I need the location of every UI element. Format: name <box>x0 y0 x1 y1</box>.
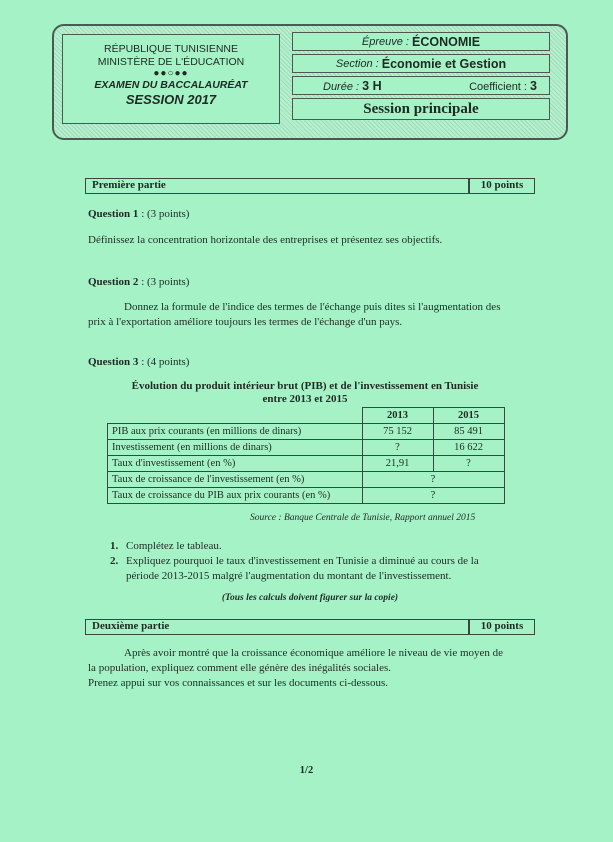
part2-points: 10 points <box>468 620 534 634</box>
data-table <box>107 407 505 504</box>
table-corner <box>108 408 363 424</box>
session-year: SESSION 2017 <box>125 91 217 107</box>
row-label: Taux d'investissement (en %) <box>108 456 363 472</box>
row-label: Taux de croissance du PIB aux prix courants (en %) <box>108 488 363 504</box>
duree-label: Durée : <box>323 80 360 93</box>
header-exam-info <box>292 32 550 123</box>
q2-label: Question 2 <box>88 276 139 288</box>
row-label: PIB aux prix courants (en millions de dinars) <box>108 424 363 440</box>
question2-line2: prix à l'exportation améliore toujours les termes de l'échange d'un pays. <box>88 316 403 328</box>
list-item <box>110 539 520 554</box>
calc-note: (Tous les calculs doivent figurer sur la copie) <box>221 593 399 603</box>
table-header-row <box>108 408 505 424</box>
section-label: Section : <box>335 57 379 70</box>
part2-line3: Prenez appui sur vos connaissances et sur les documents ci-dessous. <box>88 677 388 689</box>
epreuve-label: Épreuve : <box>361 35 409 48</box>
list-item <box>110 554 520 569</box>
epreuve-value: ÉCONOMIE <box>412 34 481 49</box>
question1-heading <box>88 207 189 222</box>
item-number: 1. <box>110 540 119 552</box>
cell-2015: 16 622 <box>433 440 504 456</box>
cell-2013: 75 152 <box>362 424 433 440</box>
table-row <box>108 488 505 504</box>
q1-label: Question 1 <box>88 208 139 220</box>
row-label: Investissement (en millions de dinars) <box>108 440 363 456</box>
item-text: Complétez le tableau. <box>126 540 222 552</box>
table-row <box>108 472 505 488</box>
table-source: Source : Banque Centrale de Tunisie, Rapport annuel 2015 <box>250 513 476 523</box>
part2-title: Deuxième partie <box>92 620 170 632</box>
question2-line1: Donnez la formule de l'indice des termes de l'échange puis dites si l'augmentation des <box>124 301 501 313</box>
table-row <box>108 456 505 472</box>
cell-merged: ? <box>362 472 504 488</box>
list-item-continuation <box>110 569 520 584</box>
table-title-line2: entre 2013 et 2015 <box>262 393 348 405</box>
col-2015: 2015 <box>433 408 504 424</box>
session-type: Session principale <box>292 98 550 120</box>
item-number: 2. <box>110 555 119 567</box>
section-value: Économie et Gestion <box>381 56 507 71</box>
question3-heading <box>88 355 189 370</box>
item-text: période 2013-2015 malgré l'augmentation du montant de l'investissement. <box>126 570 452 582</box>
q3-points: : (4 points) <box>138 356 190 368</box>
table-title <box>100 380 510 406</box>
q1-points: : (3 points) <box>138 208 190 220</box>
row-label: Taux de croissance de l'investissement (en %) <box>108 472 363 488</box>
question1-text: Définissez la concentration horizontale des entreprises et présentez ses objectifs. <box>88 234 443 246</box>
q2-points: : (3 points) <box>138 276 190 288</box>
page-number: 1/2 <box>299 765 314 776</box>
header-institution-box <box>62 34 280 124</box>
section-row <box>292 54 550 73</box>
cell-2015: ? <box>433 456 504 472</box>
col-2013: 2013 <box>362 408 433 424</box>
item-text: Expliquez pourquoi le taux d'investissement en Tunisie a diminué au cours de la <box>126 555 479 567</box>
question2-heading <box>88 275 189 290</box>
coef-label: Coefficient : <box>469 80 527 93</box>
duree-value: 3 H <box>362 78 382 93</box>
part1-title: Première partie <box>92 179 166 191</box>
decorative-dots: ●●○●● <box>153 68 189 79</box>
cell-merged: ? <box>362 488 504 504</box>
table-row <box>108 440 505 456</box>
part1-points: 10 points <box>468 179 534 193</box>
part2-bar <box>85 619 535 635</box>
cell-2013: ? <box>362 440 433 456</box>
duration-coef-row <box>292 76 550 95</box>
table-title-line1: Évolution du produit intérieur brut (PIB) et de l'investissement en Tunisie <box>131 380 479 392</box>
part1-bar <box>85 178 535 194</box>
part2-line2: la population, expliquez comment elle génère des inégalités sociales. <box>88 662 392 674</box>
epreuve-row <box>292 32 550 51</box>
instruction-list <box>110 539 520 584</box>
cell-2013: 21,91 <box>362 456 433 472</box>
republic-label: RÉPUBLIQUE TUNISIENNE <box>103 43 238 55</box>
cell-2015: 85 491 <box>433 424 504 440</box>
table-row <box>108 424 505 440</box>
coef-value: 3 <box>530 78 537 93</box>
q3-label: Question 3 <box>88 356 139 368</box>
exam-label: EXAMEN DU BACCALAURÉAT <box>94 79 248 91</box>
part2-line1: Après avoir montré que la croissance économique améliore le niveau de vie moyen de <box>124 647 504 659</box>
ministry-label: MINISTÈRE DE L'ÉDUCATION <box>97 55 245 68</box>
